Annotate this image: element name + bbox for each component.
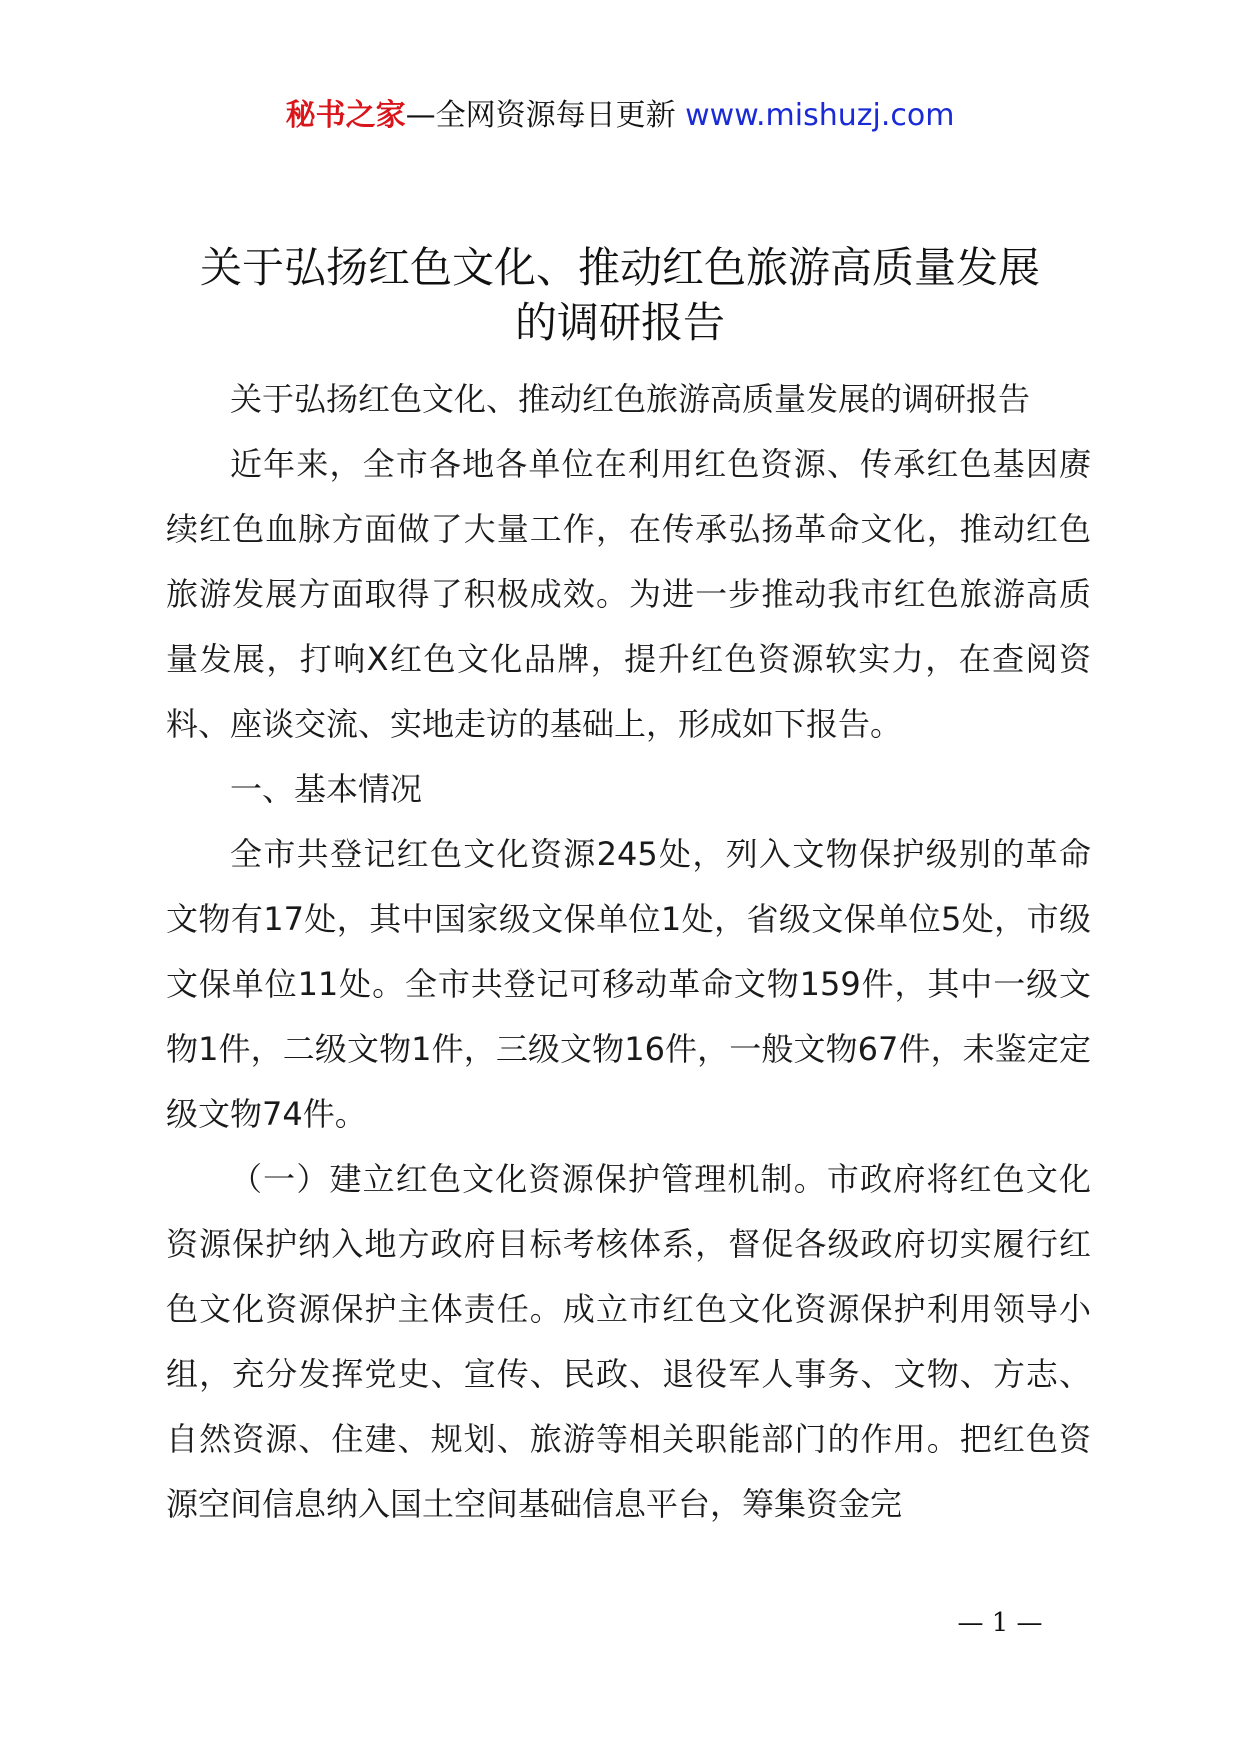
mechanism-paragraph: （一）建立红色文化资源保护管理机制。市政府将红色文化资源保护纳入地方政府目标考核体系，督促各级政府切实履行红色文化资源保护主体责任。成立市红色文化资源保护利用领导小组，充分发挥党史、宣传、民政、退役军人事务、文物、方志、自然资源、住建、规划、旅游等相关职能部门的作用。把红色资源空间信息纳入国土空间基础信息平台，筹集资金完 <box>166 1160 1091 1523</box>
site-header <box>0 96 1240 136</box>
title-line-2: 的调研报告 <box>514 298 725 347</box>
document-title <box>150 240 1090 350</box>
site-tagline: —全网资源每日更新 <box>405 98 676 133</box>
page-number: — 1 — <box>957 1608 1043 1638</box>
subtitle-paragraph: 关于弘扬红色文化、推动红色旅游高质量发展的调研报告 <box>230 380 1031 418</box>
section-heading: 一、基本情况 <box>230 770 423 808</box>
site-url-link[interactable]: www.mishuzj.com <box>685 98 955 133</box>
basic-info-paragraph: 全市共登记红色文化资源245处，列入文物保护级别的革命文物有17处，其中国家级文保单位1处，省级文保单位5处，市级文保单位11处。全市共登记可移动革命文物159件，其中一级文物1件，二级文物1件，三级文物16件，一般文物67件，未鉴定定级文物74件。 <box>166 835 1091 1133</box>
intro-paragraph: 近年来，全市各地各单位在利用红色资源、传承红色基因赓续红色血脉方面做了大量工作，在传承弘扬革命文化，推动红色旅游发展方面取得了积极成效。为进一步推动我市红色旅游高质量发展，打响X红色文化品牌，提升红色资源软实力，在查阅资料、座谈交流、实地走访的基础上，形成如下报告。 <box>166 445 1091 743</box>
site-brand: 秘书之家 <box>285 98 406 133</box>
title-line-1: 关于弘扬红色文化、推动红色旅游高质量发展 <box>199 243 1040 292</box>
document-body <box>166 367 1091 1537</box>
